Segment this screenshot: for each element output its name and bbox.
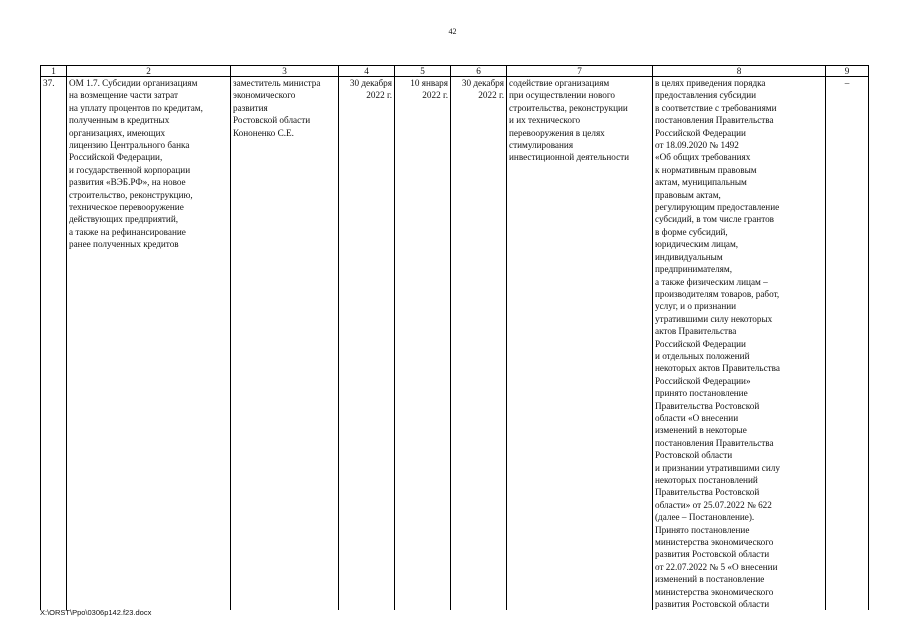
text-line: инвестиционной деятельности — [509, 152, 630, 163]
text-line: в форме субсидий, — [655, 226, 728, 237]
text-line: утратившими силу некоторых — [655, 313, 773, 324]
text-line: производителям товаров, работ, — [655, 288, 780, 299]
planned-date-cell — [339, 77, 395, 611]
actual-result-cell — [653, 77, 826, 611]
text-line: содействие организациям — [509, 78, 610, 88]
text-line: стимулирования — [509, 140, 574, 151]
text-line: предпринимателям, — [655, 264, 733, 275]
text-line: экономического — [233, 90, 296, 101]
measure-name-cell — [67, 77, 231, 611]
text-line: изменений в некоторые — [655, 425, 747, 436]
col-header-7: 7 — [507, 66, 653, 77]
text-line: Кононенко С.Е. — [233, 127, 294, 138]
text-line: действующих предприятий, — [69, 214, 179, 225]
page-number: 42 — [448, 27, 457, 36]
text-line: Российской Федерации — [655, 127, 746, 138]
text-line: строительства, реконструкции — [509, 102, 628, 113]
text-line: (далее – Постановление). — [655, 512, 755, 523]
text-line: 30 декабря — [349, 78, 392, 88]
text-line: изменений в постановление — [655, 574, 765, 585]
col-header-4: 4 — [339, 66, 395, 77]
text-line: ранее полученных кредитов — [69, 239, 179, 250]
text-line: от 18.09.2020 № 1492 — [655, 140, 739, 151]
text-line: постановления Правительства — [655, 437, 774, 448]
text-line: строительство, реконструкцию, — [69, 189, 193, 200]
text-line: регулирующим предоставление — [655, 202, 780, 213]
text-line: 10 января — [410, 78, 448, 88]
col-header-8: 8 — [653, 66, 826, 77]
text-line: правовым актам, — [655, 189, 721, 200]
text-line: Российской Федерации — [655, 338, 746, 349]
text-line: постановления Правительства — [655, 115, 774, 126]
col-header-5: 5 — [395, 66, 451, 77]
text-line: актам, муниципальным — [655, 177, 747, 188]
row-number: 37. — [41, 77, 67, 611]
text-line: на уплату процентов по кредитам, — [69, 102, 203, 113]
col-header-2: 2 — [67, 66, 231, 77]
text-line: развития Ростовской области — [655, 599, 770, 610]
text-line: «Об общих требованиях — [655, 152, 751, 163]
text-line: Ростовской области — [655, 450, 733, 461]
header-row — [41, 66, 869, 77]
text-line: лицензию Центрального банка — [69, 140, 190, 151]
text-line: некоторых актов Правительства — [655, 363, 780, 374]
text-line: на возмещение части затрат — [69, 90, 178, 101]
text-line: Российской Федерации, — [69, 152, 163, 163]
text-line: принято постановление — [655, 388, 748, 399]
text-line: Ростовской области — [233, 115, 311, 126]
text-line: индивидуальным — [655, 251, 723, 262]
text-line: юридическим лицам, — [655, 239, 739, 250]
text-line: развития «ВЭБ.РФ», на новое — [69, 177, 186, 188]
text-line: организациях, имеющих — [69, 127, 166, 138]
text-line: Принято постановление — [655, 524, 750, 535]
text-line: министерства экономического — [655, 537, 774, 548]
text-line: области» от 25.07.2022 № 622 — [655, 499, 772, 510]
text-line: некоторых постановлений — [655, 475, 758, 485]
text-line: предоставления субсидии — [655, 90, 757, 101]
text-line: техническое перевооружение — [69, 202, 184, 213]
text-line: Правительства Ростовской — [655, 400, 760, 411]
text-line: развития Ростовской области — [655, 549, 770, 560]
text-line: к нормативным правовым — [655, 164, 757, 175]
table-row — [41, 77, 869, 611]
expected-result-cell — [507, 77, 653, 611]
text-line: а также физическим лицам – — [655, 276, 768, 287]
col-header-6: 6 — [451, 66, 507, 77]
end-date-cell — [451, 77, 507, 611]
text-line: и государственной корпорации — [69, 164, 191, 175]
notes-cell: – — [826, 77, 869, 611]
text-line: 2022 г. — [366, 90, 392, 101]
col-header-3: 3 — [231, 66, 339, 77]
text-line: в целях приведения порядка — [655, 78, 766, 88]
text-line: Российской Федерации» — [655, 375, 751, 386]
text-line: полученным в кредитных — [69, 115, 170, 126]
text-line: и их технического — [509, 115, 581, 126]
col-header-9: 9 — [826, 66, 869, 77]
text-line: и отдельных положений — [655, 350, 750, 361]
text-line: актов Правительства — [655, 326, 737, 337]
text-line: 2022 г. — [422, 90, 448, 101]
text-line: субсидий, в том числе грантов — [655, 214, 775, 225]
text-line: услуг, и о признании — [655, 301, 737, 312]
text-line: перевооружения в целях — [509, 127, 605, 138]
text-line: заместитель министра — [233, 78, 321, 88]
text-line: 2022 г. — [478, 90, 504, 101]
text-line: министерства экономического — [655, 586, 774, 597]
text-line: а также на рефинансирование — [69, 226, 186, 237]
text-line: развития — [233, 102, 268, 113]
responsible-cell — [231, 77, 339, 611]
text-line: от 22.07.2022 № 5 «О внесении — [655, 561, 778, 572]
text-line: ОМ 1.7. Субсидии организациям — [69, 78, 198, 88]
text-line: и признании утратившими силу — [655, 462, 780, 473]
file-path-footer: X:\ORST\Ppo\0306p142.f23.docx — [40, 608, 152, 617]
text-line: Правительства Ростовской — [655, 487, 760, 498]
document-table — [40, 65, 869, 610]
text-line: 30 декабря — [461, 78, 504, 88]
text-line: при осуществлении нового — [509, 90, 616, 101]
col-header-1: 1 — [41, 66, 67, 77]
start-date-cell — [395, 77, 451, 611]
text-line: области «О внесении — [655, 412, 739, 423]
text-line: в соответствие с требованиями — [655, 102, 777, 113]
